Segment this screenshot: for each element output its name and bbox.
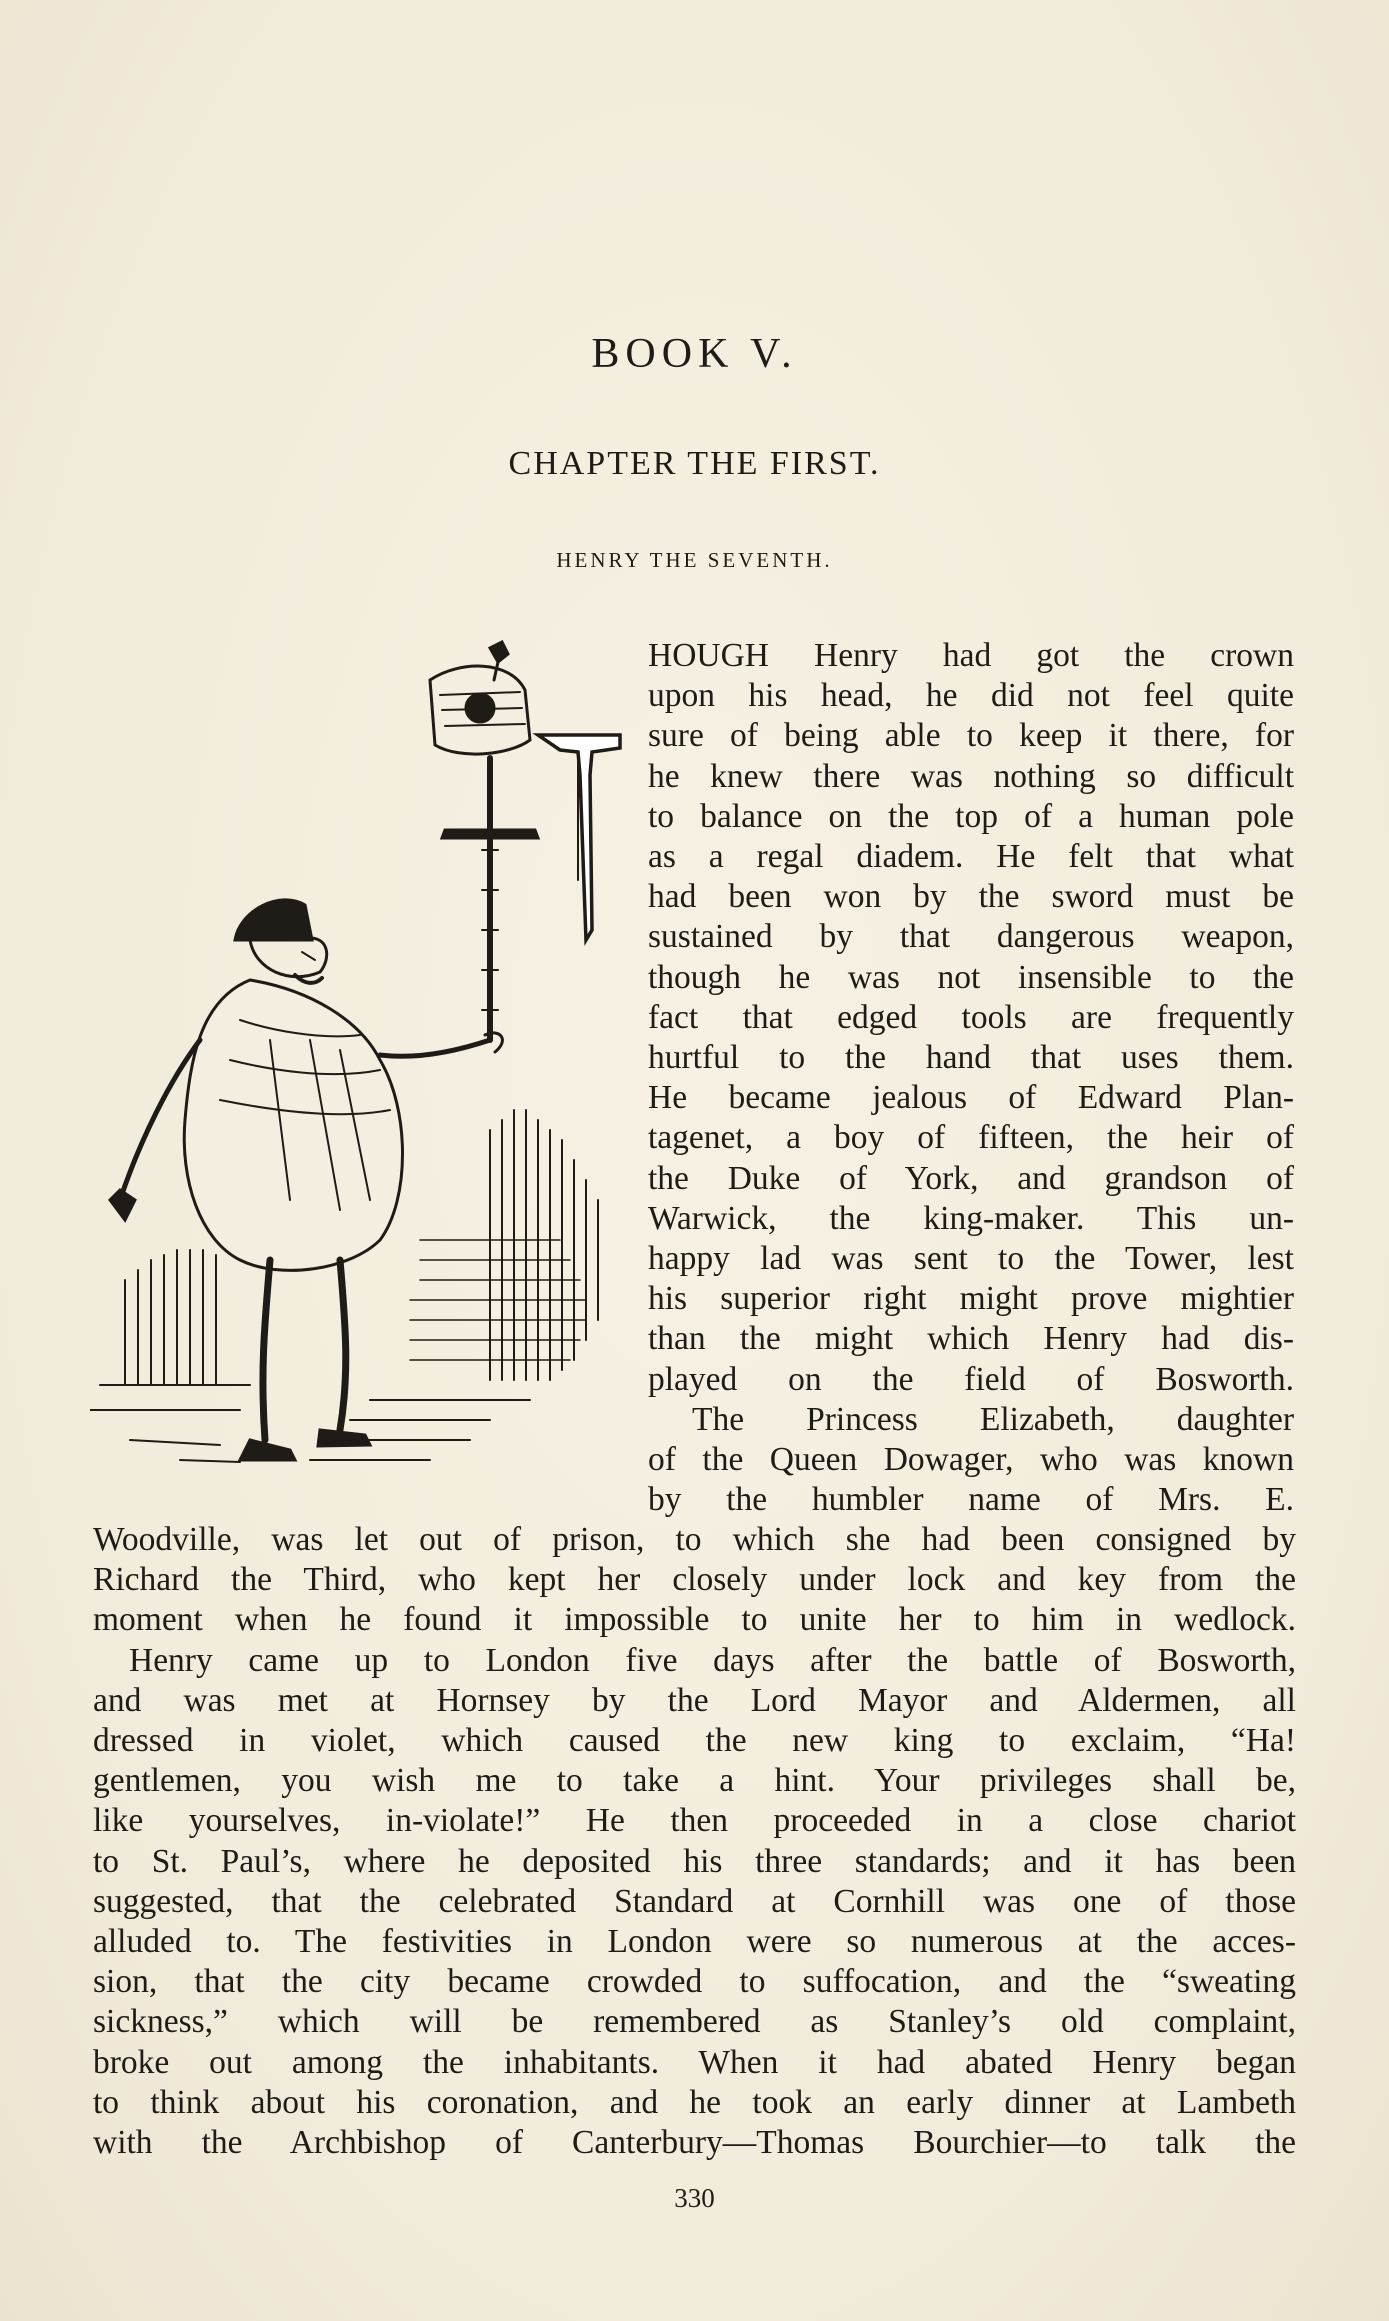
- text-line: moment when he found it impossible to unite her to him in wedlock.: [93, 1601, 1296, 1639]
- text-line: by the humbler name of Mrs. E.: [648, 1481, 1294, 1519]
- text-line: sustained by that dangerous weapon,: [648, 918, 1294, 956]
- text-line: The Princess Elizabeth, daughter: [692, 1400, 1294, 1438]
- drop-cap-paragraph: [648, 636, 1294, 1520]
- text-line: and was met at Hornsey by the Lord Mayor and Aldermen, all: [93, 1681, 1296, 1719]
- text-line: his superior right might prove mightier: [648, 1280, 1294, 1318]
- text-line: than the might which Henry had dis-: [648, 1320, 1294, 1358]
- text-line: fact that edged tools are frequently: [648, 998, 1294, 1036]
- text-line: He became jealous of Edward Plan-: [648, 1079, 1294, 1117]
- text-line: of the Queen Dowager, who was known: [648, 1441, 1294, 1479]
- text-line: upon his head, he did not feel quite: [648, 677, 1294, 715]
- text-line: as a regal diadem. He felt that what: [648, 838, 1294, 876]
- page-number: 330: [674, 2183, 715, 2213]
- text-line: alluded to. The festivities in London were so numerous at the acces-: [93, 1923, 1296, 1961]
- text-line: he knew there was nothing so difficult: [648, 757, 1294, 795]
- text-line: to think about his coronation, and he took an early dinner at Lambeth: [93, 2083, 1296, 2121]
- chapter-title: CHAPTER THE FIRST.: [508, 445, 881, 482]
- text-line: dressed in violet, which caused the new king to exclaim, “Ha!: [93, 1722, 1296, 1760]
- book-title: BOOK V.: [591, 331, 798, 377]
- text-line: hurtful to the hand that uses them.: [648, 1039, 1294, 1077]
- text-line: gentlemen, you wish me to take a hint. Your privileges shall be,: [93, 1762, 1296, 1800]
- body-text: [93, 1520, 1296, 2163]
- text-line: Henry came up to London five days after the battle of Bosworth,: [129, 1641, 1296, 1679]
- text-line: sickness,” which will be remembered as Stanley’s old complaint,: [93, 2003, 1296, 2041]
- text-line: to balance on the top of a human pole: [648, 797, 1294, 835]
- chapter-subtitle: HENRY THE SEVENTH.: [556, 548, 833, 572]
- text-line: like yourselves, in-violate!” He then proceeded in a close chariot: [93, 1802, 1296, 1840]
- text-line: though he was not insensible to the: [648, 958, 1294, 996]
- text-line: Richard the Third, who kept her closely under lock and key from the: [93, 1561, 1296, 1599]
- text-line: Woodville, was let out of prison, to which she had been consigned by: [93, 1521, 1296, 1558]
- text-line: played on the field of Bosworth.: [648, 1360, 1294, 1398]
- text-line: had been won by the sword must be: [648, 878, 1294, 916]
- drop-cap-illustration: [90, 640, 650, 1490]
- text-line: HOUGH Henry had got the crown: [648, 637, 1294, 674]
- text-line: tagenet, a boy of fifteen, the heir of: [648, 1119, 1294, 1157]
- text-line: to St. Paul’s, where he deposited his three standards; and it has been: [93, 1842, 1296, 1880]
- text-line: sion, that the city became crowded to suffocation, and the “sweating: [93, 1963, 1296, 2001]
- text-line: suggested, that the celebrated Standard at Cornhill was one of those: [93, 1882, 1296, 1920]
- text-line: happy lad was sent to the Tower, lest: [648, 1240, 1294, 1278]
- text-line: with the Archbishop of Canterbury—Thomas Bourchier—to talk the: [93, 2124, 1296, 2162]
- text-line: Warwick, the king-maker. This un-: [648, 1199, 1294, 1237]
- text-line: sure of being able to keep it there, for: [648, 717, 1294, 755]
- text-line: broke out among the inhabitants. When it had abated Henry began: [93, 2043, 1296, 2081]
- text-line: the Duke of York, and grandson of: [648, 1159, 1294, 1197]
